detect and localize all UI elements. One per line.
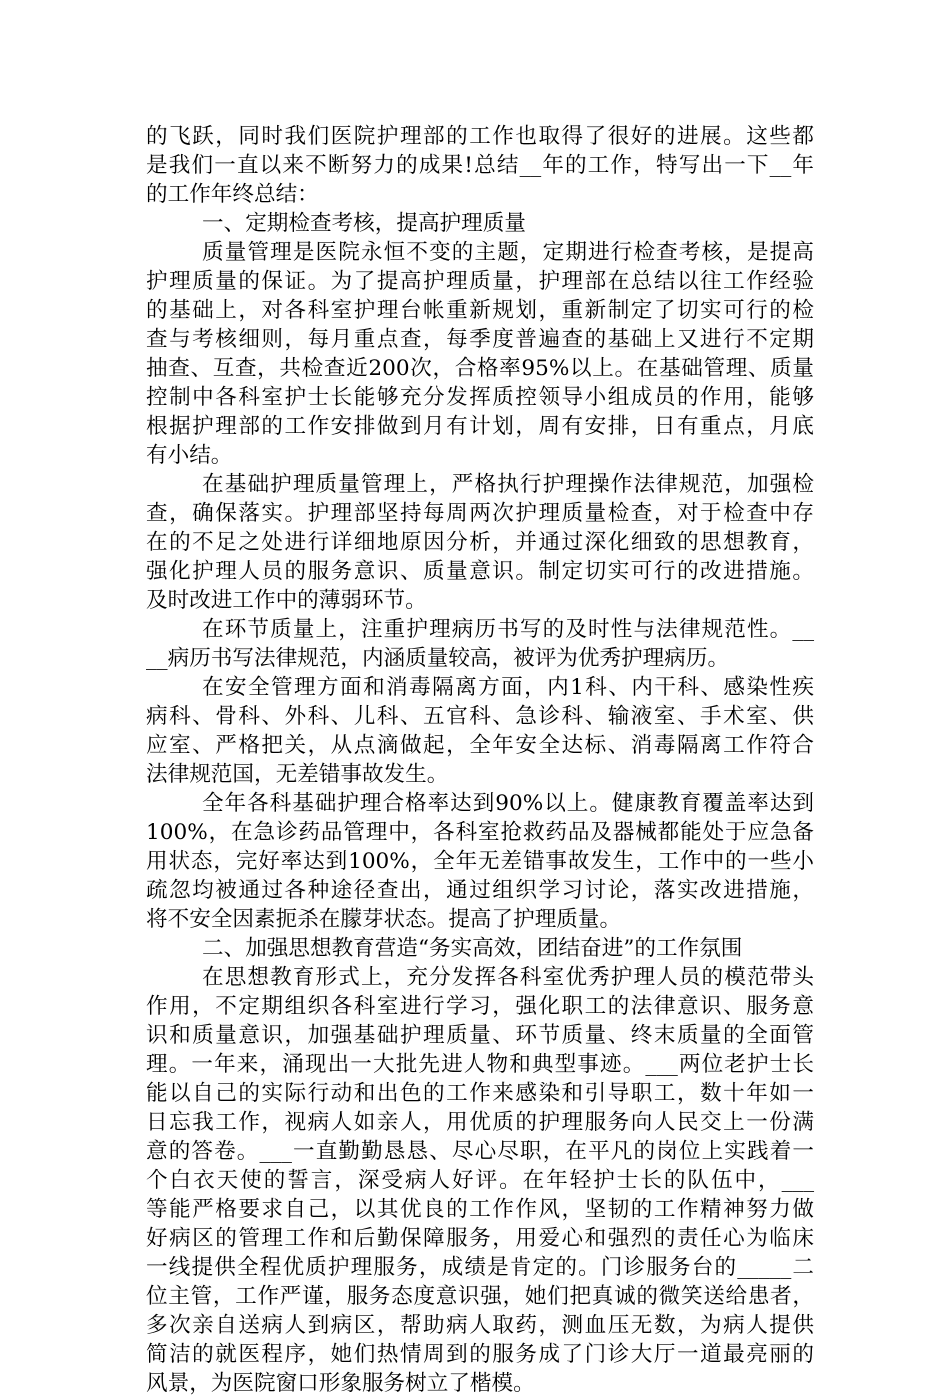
text-line: 在安全管理方面和消毒隔离方面，内1科、内干科、感染性疾	[202, 675, 814, 700]
text-line: 日忘我工作，视病人如亲人，用优质的护理服务向人民交上一份满	[146, 1110, 814, 1135]
text-line: 根据护理部的工作安排做到月有计划，周有安排，日有重点，月底	[146, 414, 814, 439]
text-line: 查，确保落实。护理部坚持每周两次护理质量检查，对于检查中存	[146, 501, 814, 526]
text-line: 简洁的就医程序，她们热情周到的服务成了门诊大厅一道最亮丽的	[146, 1342, 814, 1367]
text-line: 二、加强思想教育营造“务实高效，团结奋进”的工作氛围	[202, 936, 743, 961]
text-line: 意的答卷。___一直勤勤恳恳、尽心尽职，在平凡的岗位上实践着一	[146, 1139, 814, 1164]
text-line: 在基础护理质量管理上，严格执行护理操作法律规范，加强检	[202, 472, 814, 497]
text-line: 一线提供全程优质护理服务，成绩是肯定的。门诊服务台的_____二	[146, 1255, 814, 1280]
text-line: 用状态，完好率达到100%，全年无差错事故发生，工作中的一些小	[146, 849, 814, 874]
text-line: 查与考核细则，每月重点查，每季度普遍查的基础上又进行不定期	[146, 327, 814, 352]
text-line: 是我们一直以来不断努力的成果!总结__年的工作，特写出一下__年	[146, 153, 814, 178]
text-line: 有小结。	[146, 443, 233, 468]
text-line: 病科、骨科、外科、儿科、五官科、急诊科、输液室、手术室、供	[146, 704, 814, 729]
text-line: 在环节质量上，注重护理病历书写的及时性与法律规范性。__	[202, 617, 814, 642]
text-line: 在思想教育形式上，充分发挥各科室优秀护理人员的模范带头	[202, 965, 814, 990]
text-line: 及时改进工作中的薄弱环节。	[146, 588, 427, 613]
text-line: 将不安全因素扼杀在朦芽状态。提高了护理质量。	[146, 907, 622, 932]
text-line: 的工作年终总结：	[146, 182, 319, 207]
text-line: 能以自己的实际行动和出色的工作来感染和引导职工，数十年如一	[146, 1081, 814, 1106]
text-line: 的飞跃，同时我们医院护理部的工作也取得了很好的进展。这些都	[146, 124, 814, 149]
text-line: 多次亲自送病人到病区，帮助病人取药，测血压无数，为病人提供	[146, 1313, 814, 1338]
text-line: 位主管，工作严谨，服务态度意识强，她们把真诚的微笑送给患者，	[146, 1284, 814, 1309]
text-line: 风景，为医院窗口形象服务树立了楷模。	[146, 1371, 535, 1396]
text-line: 控制中各科室护士长能够充分发挥质控领导小组成员的作用，能够	[146, 385, 814, 410]
text-line: 法律规范国，无差错事故发生。	[146, 762, 449, 787]
text-line: 疏忽均被通过各种途径查出，通过组织学习讨论，落实改进措施，	[146, 878, 814, 903]
text-line: __病历书写法律规范，内涵质量较高，被评为优秀护理病历。	[146, 646, 730, 671]
text-line: 强化护理人员的服务意识、质量意识。制定切实可行的改进措施。	[146, 559, 814, 584]
text-line: 个白衣天使的誓言，深受病人好评。在年轻护士长的队伍中，___	[146, 1168, 814, 1193]
text-line: 全年各科基础护理合格率达到90%以上。健康教育覆盖率达到	[202, 791, 814, 816]
text-line: 作用，不定期组织各科室进行学习，强化职工的法律意识、服务意	[146, 994, 814, 1019]
text-line: 的基础上，对各科室护理台帐重新规划，重新制定了切实可行的检	[146, 298, 814, 323]
text-line: 质量管理是医院永恒不变的主题，定期进行检查考核，是提高	[202, 240, 814, 265]
text-line: 好病区的管理工作和后勤保障服务，用爱心和强烈的责任心为临床	[146, 1226, 814, 1251]
document-page	[146, 122, 814, 1398]
text-line: 一、定期检查考核，提高护理质量	[202, 211, 526, 236]
text-line: 应室、严格把关，从点滴做起，全年安全达标、消毒隔离工作符合	[146, 733, 814, 758]
text-line: 100%，在急诊药品管理中，各科室抢救药品及器械都能处于应急备	[146, 820, 814, 845]
text-line: 识和质量意识，加强基础护理质量、环节质量、终末质量的全面管	[146, 1023, 814, 1048]
text-line: 在的不足之处进行详细地原因分析，并通过深化细致的思想教育，	[146, 530, 814, 555]
text-line: 抽查、互查，共检查近200次，合格率95%以上。在基础管理、质量	[146, 356, 814, 381]
text-line: 等能严格要求自己，以其优良的工作作风，坚韧的工作精神努力做	[146, 1197, 814, 1222]
text-line: 护理质量的保证。为了提高护理质量，护理部在总结以往工作经验	[146, 269, 814, 294]
text-line: 理。一年来，涌现出一大批先进人物和典型事迹。___两位老护士长	[146, 1052, 814, 1077]
